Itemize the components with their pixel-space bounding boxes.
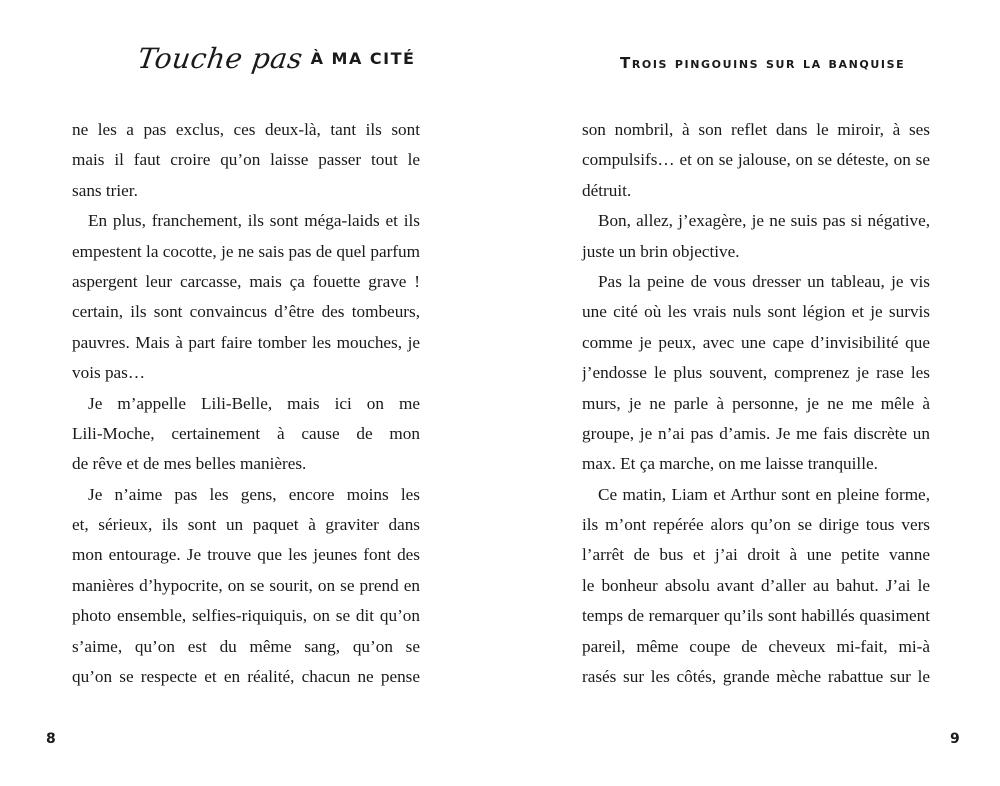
text-line: pareil, même coupe de cheveux mi-fait, mi-à <box>582 636 930 656</box>
text-line: ne les a pas exclus, ces deux-là, tant ils sont <box>72 120 420 139</box>
right-body-text <box>582 115 930 692</box>
text-line: empestent la cocotte, je ne sais pas de quel parfum <box>72 241 420 261</box>
text-line: photo ensemble, selfies-riquiquis, on se dit qu’on <box>72 606 420 626</box>
text-line: s’aime, qu’on est du même sang, qu’on se <box>72 636 420 656</box>
text-line: de rêve et de mes belles manières. <box>72 454 307 474</box>
text-line: Je m’appelle Lili-Belle, mais ici on me <box>88 393 420 413</box>
page-number-right: 9 <box>950 731 960 747</box>
left-body-text <box>72 115 420 692</box>
text-line: son nombril, à son reflet dans le miroir, à ses <box>582 120 930 139</box>
text-line: Bon, allez, j’exagère, je ne suis pas si négative, <box>598 211 930 231</box>
text-line: une cité où les vrais nuls sont légion et je survis <box>582 302 930 322</box>
text-line: comme je peux, avec une cape d’invisibilité que <box>582 332 930 352</box>
text-line: max. Et ça marche, on me laisse tranquille. <box>582 454 878 474</box>
right-running-head <box>620 42 905 73</box>
text-line: Je n’aime pas les gens, encore moins les <box>88 484 420 504</box>
text-line: Lili-Moche, certainement à cause de mon <box>72 423 420 443</box>
text-line: mais il faut croire qu’on laisse passer tout le <box>72 150 420 170</box>
text-line: l’arrêt de bus et j’ai droit à une petite vanne <box>582 545 930 565</box>
running-head-script: Touche pas <box>135 42 305 75</box>
left-running-head <box>135 42 416 75</box>
text-line: détruit. <box>582 180 632 200</box>
text-line: juste un brin objective. <box>582 241 740 261</box>
right-page <box>500 0 1000 786</box>
text-line: temps de remarquer qu’ils sont habillés quasiment <box>582 606 930 626</box>
text-line: vois pas… <box>72 363 146 383</box>
text-line: rasés sur les côtés, grande mèche rabattue sur le <box>582 667 930 687</box>
text-line: aspergent leur carcasse, mais ça fouette grave ! <box>72 271 420 291</box>
text-line: le bonheur absolu avant d’aller au bahut. J’ai le <box>582 575 930 595</box>
text-line: Pas la peine de vous dresser un tableau, je vis <box>598 271 930 291</box>
running-head-caps: À MA CITÉ <box>310 49 416 68</box>
text-line: j’endosse le plus souvent, comprenez je rase les <box>582 363 930 383</box>
text-line: manières d’hypocrite, on se sourit, on se prend en <box>72 575 420 595</box>
text-line: compulsifs… et on se jalouse, on se déteste, on se <box>582 150 930 170</box>
text-line: groupe, je n’ai pas d’amis. Je me fais discrète un <box>582 423 930 443</box>
text-line: certain, ils sont convaincus d’être des tombeurs, <box>72 302 420 322</box>
text-line: ils m’ont repérée alors qu’on se dirige tous vers <box>582 515 930 535</box>
text-line: sans trier. <box>72 180 138 200</box>
text-line: murs, je ne parle à personne, je ne me mêle à <box>582 393 930 413</box>
text-line: pauvres. Mais à part faire tomber les mouches, je <box>72 332 420 352</box>
text-line: Ce matin, Liam et Arthur sont en pleine forme, <box>598 484 930 504</box>
text-line: mon entourage. Je trouve que les jeunes font des <box>72 545 420 565</box>
running-head-title: Trois pingouins sur la banquise <box>620 54 906 72</box>
page-number-left: 8 <box>46 731 56 747</box>
text-line: et, sérieux, ils sont un paquet à graviter dans <box>72 515 420 535</box>
text-line: qu’on se respecte et en réalité, chacun ne pense <box>72 667 420 687</box>
text-line: En plus, franchement, ils sont méga-laids et ils <box>88 211 420 231</box>
